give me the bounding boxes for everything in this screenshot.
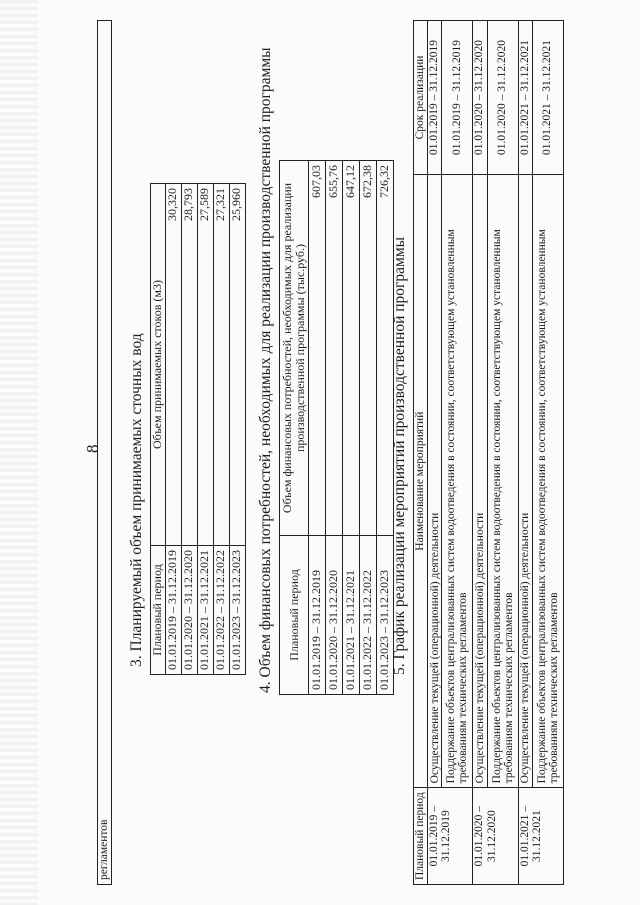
table-row: [518, 21, 532, 885]
section5-header-row: [414, 21, 428, 885]
section3-col-volume: Объем принимаемых стоков (м3): [151, 184, 166, 546]
period-cell: 01.01.2019 – 31.12.2019: [165, 546, 181, 675]
table-row: [532, 21, 563, 885]
table-row: [428, 21, 442, 885]
period-cell: 01.01.2022 – 31.12.2022: [213, 546, 229, 675]
table-row: [165, 184, 181, 675]
event-cell: Осуществление текущей (операционной) деятельности: [518, 175, 532, 788]
period-cell: 01.01.2022 – 31.12.2022: [360, 536, 377, 695]
value-cell: 25,960: [229, 184, 245, 546]
value-cell: 672,38: [360, 161, 377, 536]
group-period-cell: 01.01.2020 – 31.12.2020: [473, 788, 518, 885]
term-cell: 01.01.2019 – 31.12.2019: [442, 21, 473, 175]
value-cell: 726,32: [377, 161, 394, 536]
period-cell: 01.01.2023 – 31.12.2023: [229, 546, 245, 675]
value-cell: 28,793: [181, 184, 197, 546]
event-cell: Поддержание объектов централизованных систем водоотведения в состоянии, соответствующем установленным требованиям технических регламентов: [442, 175, 473, 788]
section4-heading: 4. Объем финансовых потребностей, необходимых для реализации производственной программы: [257, 47, 274, 693]
top-cell-text: регламентов: [98, 21, 112, 885]
top-cell-table: [97, 20, 112, 885]
period-cell: 01.01.2021 – 31.12.2021: [197, 546, 213, 675]
event-cell: Осуществление текущей (операционной) деятельности: [473, 175, 487, 788]
period-cell: 01.01.2019 – 31.12.2019: [309, 536, 326, 695]
table-row: [197, 184, 213, 675]
table-row: [309, 161, 326, 695]
term-cell: 01.01.2019 – 31.12.2019: [428, 21, 442, 175]
event-cell: Поддержание объектов централизованных систем водоотведения в состоянии, соответствующем установленным требованиям технических регламентов: [532, 175, 563, 788]
term-cell: 01.01.2020 – 31.12.2020: [487, 21, 518, 175]
table-row: [442, 21, 473, 885]
section5-heading: 5. График реализации мероприятий производственной программы: [391, 236, 408, 675]
section3-col-period: Плановый период: [151, 546, 166, 675]
section4-col-period: Плановый период: [280, 536, 309, 695]
term-cell: 01.01.2021 – 31.12.2021: [518, 21, 532, 175]
section5-col-period: Плановый период: [414, 788, 428, 885]
section3-header-row: [151, 184, 166, 675]
value-cell: 647,12: [343, 161, 360, 536]
period-cell: 01.01.2023 – 31.12.2023: [377, 536, 394, 695]
period-cell: 01.01.2020 – 31.12.2020: [181, 546, 197, 675]
table-row: [343, 161, 360, 695]
table-row: [360, 161, 377, 695]
event-cell: Поддержание объектов централизованных систем водоотведения в состоянии, соответствующем установленным требованиям технических регламентов: [487, 175, 518, 788]
period-cell: 01.01.2020 – 31.12.2020: [326, 536, 343, 695]
section5-table: [413, 20, 564, 885]
section5-col-event: Наименование мероприятий: [414, 175, 428, 788]
term-cell: 01.01.2020 – 31.12.2020: [473, 21, 487, 175]
term-cell: 01.01.2021 – 31.12.2021: [532, 21, 563, 175]
event-cell: Осуществление текущей (операционной) деятельности: [428, 175, 442, 788]
section3-heading: 3. Планируемый объем принимаемых сточных вод: [128, 333, 145, 667]
period-cell: 01.01.2021 – 31.12.2021: [343, 536, 360, 695]
section4-table: [279, 160, 394, 695]
page-number: 8: [83, 444, 102, 453]
section5-col-term: Срок реализации: [414, 21, 428, 175]
section3-table: [150, 183, 246, 675]
section4-header-row: [280, 161, 309, 695]
table-row: [326, 161, 343, 695]
table-row: [487, 21, 518, 885]
value-cell: 607,03: [309, 161, 326, 536]
value-cell: 655,76: [326, 161, 343, 536]
value-cell: 27,589: [197, 184, 213, 546]
table-row: [229, 184, 245, 675]
value-cell: 27,321: [213, 184, 229, 546]
table-row: [473, 21, 487, 885]
table-row: [181, 184, 197, 675]
value-cell: 30,320: [165, 184, 181, 546]
group-period-cell: 01.01.2019 – 31.12.2019: [428, 788, 473, 885]
section4-col-volume: Объем финансовых потребностей, необходимых для реализации производственной программы (тыс.руб.): [280, 161, 309, 536]
group-period-cell: 01.01.2021 – 31.12.2021: [518, 788, 563, 885]
table-row: [213, 184, 229, 675]
